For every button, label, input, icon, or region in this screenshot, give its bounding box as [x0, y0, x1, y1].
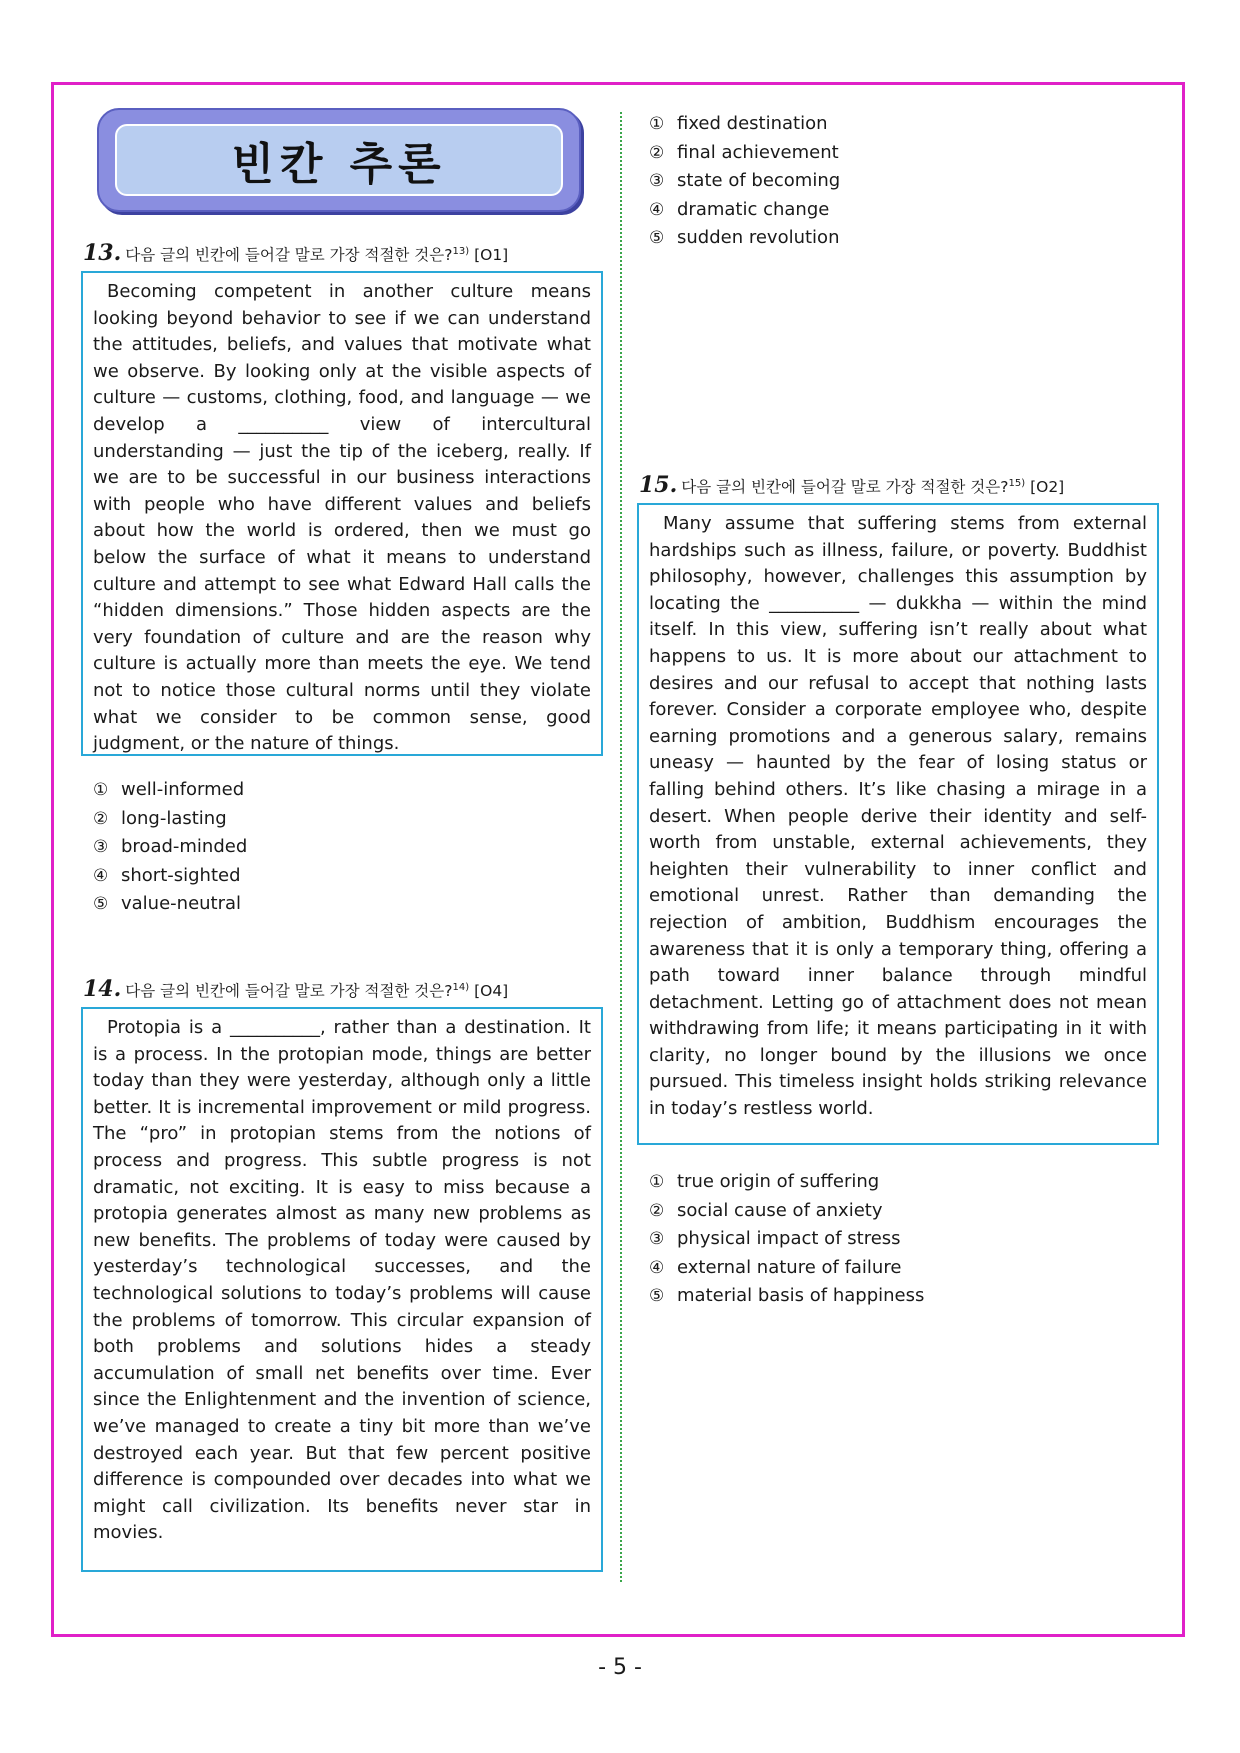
- option-text: final achievement: [677, 141, 839, 163]
- question-13-heading: [83, 240, 508, 266]
- question-14-passage-box: [81, 1007, 603, 1572]
- option-text: physical impact of stress: [677, 1228, 901, 1250]
- option-text: broad-minded: [121, 836, 248, 858]
- question-15-options: [649, 1168, 924, 1311]
- section-title: 빈칸 추론: [231, 139, 447, 190]
- question-14-passage: Protopia is a __________, rather than a destination. It is a process. In the protopian mode, things are better today than they were yesterday, although only a little better. It is incremental improvement or mild progress. The “pro” in protopian stems from the notions of process and progress. This subtle progress is not dramatic, not exciting. It is easy to miss because a protopia generates almost as many new problems as new benefits. The problems of today were caused by yesterday’s technological successes, and the technological solutions to today’s problems will cause the problems of tomorrow. This circular expansion of both problems and solutions hides a steady accumulation of small net benefits over time. Ever since the Enlightenment and the invention of science, we’ve managed to create a tiny bit more than we’ve destroyed each year. But that few percent positive difference is compounded over decades into what we might call civilization. Its benefits never star in movies.: [93, 1017, 591, 1544]
- option-number: ⑤: [649, 228, 665, 249]
- option-2[interactable]: [93, 805, 247, 834]
- option-number: ⑤: [649, 1286, 665, 1307]
- section-title-banner: [97, 108, 581, 212]
- option-number: ③: [93, 837, 109, 858]
- option-number: ④: [93, 865, 109, 886]
- question-number: 14.: [83, 976, 122, 1002]
- question-prompt: 다음 글의 빈칸에 들어갈 말로 가장 적절한 것은?: [681, 478, 1009, 496]
- option-text: true origin of suffering: [677, 1171, 880, 1192]
- option-number: ②: [649, 1200, 665, 1221]
- option-2[interactable]: [649, 139, 840, 168]
- column-divider: [620, 112, 622, 1582]
- option-1[interactable]: [93, 776, 247, 805]
- option-2[interactable]: [649, 1197, 924, 1226]
- option-text: dramatic change: [677, 198, 830, 220]
- option-text: social cause of anxiety: [677, 1199, 883, 1221]
- option-5[interactable]: [649, 1282, 924, 1311]
- question-code: [O2]: [1030, 478, 1065, 496]
- option-number: ②: [93, 808, 109, 829]
- question-13-passage: Becoming competent in another culture means looking beyond behavior to see if we can understand the attitudes, beliefs, and values that motivate what we observe. By looking only at the visible aspects of culture — customs, clothing, food, and language — we develop a __________ view of intercultural understanding — just the tip of the iceberg, really. If we are to be successful in our business interactions with people who have different values and beliefs about how the world is ordered, then we must go below the surface of what it means to understand culture and attempt to see what Edward Hall calls the “hidden dimensions.” Those hidden aspects are the very foundation of culture and are the reason why culture is actually more than meets the eye. We tend not to notice those cultural norms until they violate what we consider to be common sense, good judgment, or the nature of things.: [93, 281, 591, 755]
- question-code: [O4]: [474, 982, 509, 1000]
- option-number: ⑤: [93, 894, 109, 915]
- option-number: ①: [93, 780, 109, 800]
- question-15-passage-box: [637, 503, 1159, 1145]
- option-text: short-sighted: [121, 864, 241, 886]
- option-text: long-lasting: [121, 807, 227, 829]
- option-text: material basis of happiness: [677, 1285, 925, 1307]
- question-prompt: 다음 글의 빈칸에 들어갈 말로 가장 적절한 것은?: [125, 246, 453, 264]
- option-number: ②: [649, 142, 665, 163]
- option-4[interactable]: [93, 862, 247, 891]
- question-prompt: 다음 글의 빈칸에 들어갈 말로 가장 적절한 것은?: [125, 982, 453, 1000]
- footnote-ref: 15): [1008, 477, 1026, 489]
- option-3[interactable]: [649, 1225, 924, 1254]
- question-number: 13.: [83, 240, 122, 266]
- question-14-heading: [83, 976, 508, 1002]
- footnote-ref: 14): [452, 981, 470, 993]
- option-text: well-informed: [121, 779, 245, 800]
- option-number: ③: [649, 171, 665, 192]
- question-13-passage-box: [81, 271, 603, 756]
- question-code: [O1]: [474, 246, 509, 264]
- question-14-options: [649, 110, 840, 253]
- option-text: sudden revolution: [677, 227, 840, 249]
- option-1[interactable]: [649, 1168, 924, 1197]
- option-5[interactable]: [93, 890, 247, 919]
- option-3[interactable]: [93, 833, 247, 862]
- question-15-heading: [639, 472, 1064, 498]
- page-number: - 5 -: [598, 1655, 642, 1680]
- option-4[interactable]: [649, 1254, 924, 1283]
- option-number: ④: [649, 1257, 665, 1278]
- section-title-inner: [115, 124, 563, 196]
- question-15-passage: Many assume that suffering stems from external hardships such as illness, failure, or poverty. Buddhist philosophy, however, challenges this assumption by locating the __________ — dukkha — within the mind itself. In this view, suffering isn’t really about what happens to us. It is more about our attachment to desires and our refusal to accept that nothing lasts forever. Consider a corporate employee who, despite earning promotions and a generous salary, remains uneasy — haunted by the fear of losing status or falling behind others. It’s like chasing a mirage in a desert. When people derive their identity and self-worth from unstable, external achievements, they heighten their vulnerability to inner conflict and emotional unrest. Rather than demanding the rejection of ambition, Buddhism encourages the awareness that it is only a temporary thing, offering a path toward inner balance through mindful detachment. Letting go of attachment does not mean withdrawing from life; it means participating in it with clarity, no longer bound by the illusions we once pursued. This timeless insight holds striking relevance in today’s restless world.: [649, 513, 1147, 1120]
- option-number: ①: [649, 114, 665, 134]
- option-5[interactable]: [649, 224, 840, 253]
- option-number: ①: [649, 1172, 665, 1192]
- option-number: ③: [649, 1229, 665, 1250]
- option-text: state of becoming: [677, 170, 841, 192]
- option-number: ④: [649, 199, 665, 220]
- option-3[interactable]: [649, 167, 840, 196]
- option-text: fixed destination: [677, 113, 828, 134]
- question-number: 15.: [639, 472, 678, 498]
- footnote-ref: 13): [452, 245, 470, 257]
- question-13-options: [93, 776, 247, 919]
- option-text: external nature of failure: [677, 1256, 902, 1278]
- option-4[interactable]: [649, 196, 840, 225]
- option-1[interactable]: [649, 110, 840, 139]
- option-text: value-neutral: [121, 893, 242, 915]
